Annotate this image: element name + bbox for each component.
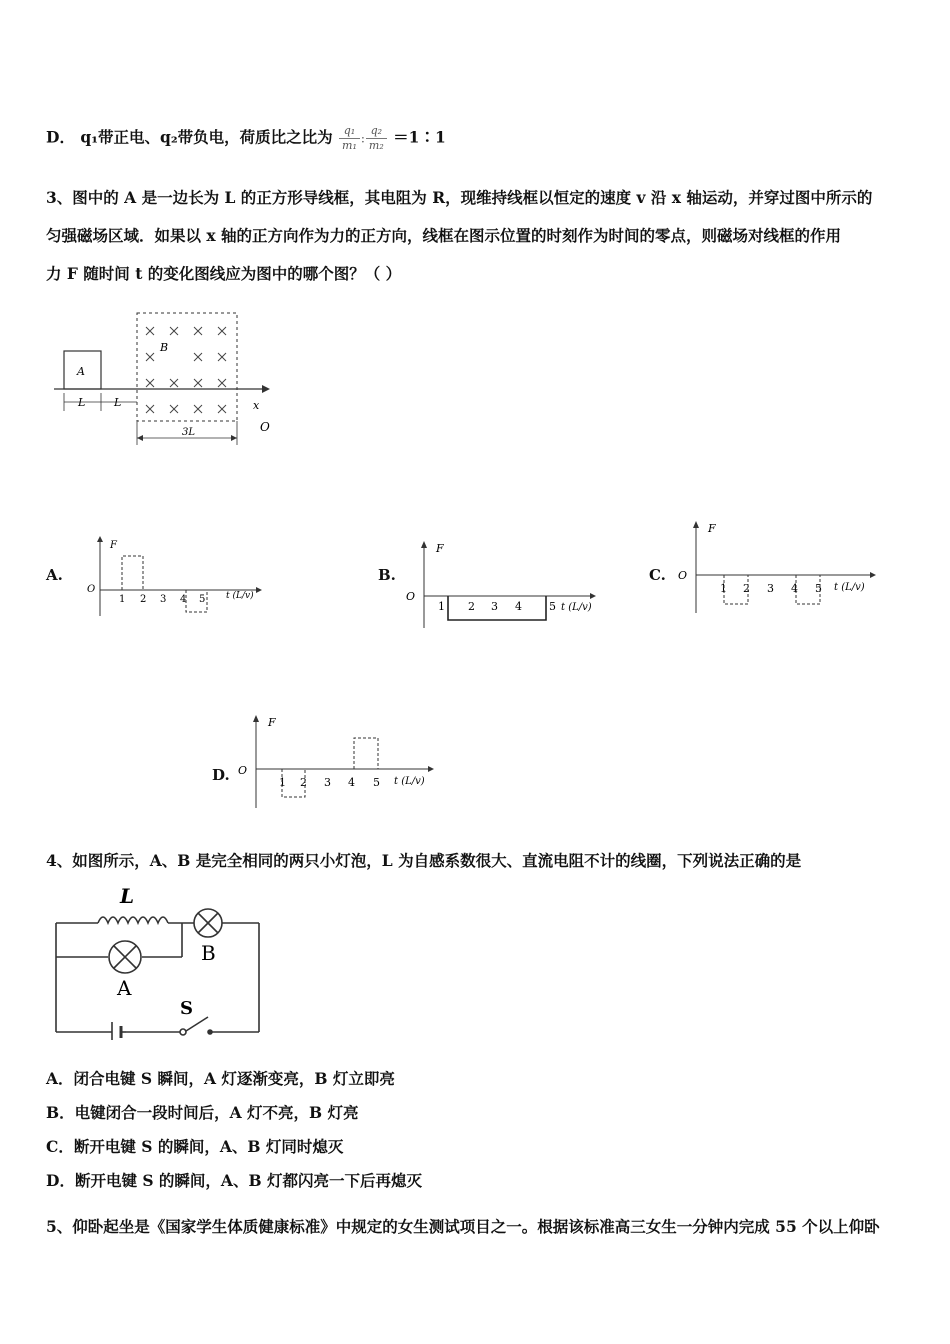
lamp-b-label: B xyxy=(201,941,216,965)
tick-labels xyxy=(279,776,380,789)
t-axis-arrow xyxy=(256,587,262,593)
switch-pivot xyxy=(180,1029,186,1035)
f-axis-arrow xyxy=(253,715,259,722)
option-letter: D． xyxy=(46,127,75,147)
option-a-graph xyxy=(86,534,266,624)
q5-stem: 5、仰卧起坐是《国家学生体质健康标准》中规定的女生测试项目之一。根据该标准高三女生一分钟内完成 55 个以上仰卧 xyxy=(46,1217,880,1236)
tick-5: 5 xyxy=(549,600,556,613)
tick-2: 2 xyxy=(743,582,750,595)
f-label: F xyxy=(268,716,276,729)
tick-3: 3 xyxy=(491,600,498,613)
q4-option-c: C．断开电键 S 的瞬间，A、B 灯同时熄灭 xyxy=(46,1137,344,1156)
dim-arrow xyxy=(137,435,143,441)
option-c-label: C. xyxy=(649,566,666,584)
ratio-result: ＝1∶1 xyxy=(393,127,446,147)
f-label: F xyxy=(436,542,444,555)
option-b-graph xyxy=(404,538,614,633)
tick-2: 2 xyxy=(300,776,307,789)
t-axis-arrow xyxy=(428,766,434,772)
q3-stem-line2: 匀强磁场区域．如果以 x 轴的正方向作为力的正方向，线框在图示位置的时刻作为时间的零点，则磁场对线框的作用 xyxy=(46,226,842,245)
tick-4: 4 xyxy=(791,582,798,595)
field-cross-marks xyxy=(146,327,226,413)
tick-labels xyxy=(119,594,205,605)
q4-option-d: D．断开电键 S 的瞬间，A、B 灯都闪亮一下后再熄灭 xyxy=(46,1171,422,1190)
x-axis-label: x xyxy=(253,399,260,412)
fraction-numerator: q₁ xyxy=(339,124,360,139)
tick-2: 2 xyxy=(468,600,475,613)
q3-stem-line3: 力 F 随时间 t 的变化图线应为图中的哪个图？（ ） xyxy=(46,264,402,283)
option-b-label: B. xyxy=(378,566,396,584)
tick-labels xyxy=(720,582,822,595)
f-axis-arrow xyxy=(421,541,427,548)
x-axis-arrow xyxy=(262,385,270,393)
inductor-label: L xyxy=(120,885,135,908)
dim-label-l2: L xyxy=(114,396,122,409)
origin-label: O xyxy=(260,420,270,434)
frame-label: A xyxy=(77,365,85,378)
option-d-graph xyxy=(236,712,446,812)
f-axis-arrow xyxy=(693,521,699,528)
tick-1: 1 xyxy=(438,600,445,613)
q4-option-b: B．电键闭合一段时间后，A 灯不亮，B 灯亮 xyxy=(46,1103,359,1122)
dim-label-3l: 3L xyxy=(182,427,196,438)
force-pulse-positive xyxy=(122,556,143,590)
tick-5: 5 xyxy=(199,594,206,605)
origin-label: O xyxy=(678,569,688,582)
q2-option-d xyxy=(46,124,446,153)
switch-label: S xyxy=(180,998,193,1019)
origin-label: O xyxy=(406,590,416,603)
tick-3: 3 xyxy=(767,582,774,595)
t-axis-arrow xyxy=(590,593,596,599)
tick-1: 1 xyxy=(720,582,727,595)
tick-3: 3 xyxy=(324,776,331,789)
f-label: F xyxy=(110,540,117,551)
option-c-graph xyxy=(674,518,894,618)
tick-labels xyxy=(438,600,556,613)
tick-4: 4 xyxy=(180,594,187,605)
tick-5: 5 xyxy=(373,776,380,789)
tick-1: 1 xyxy=(119,594,126,605)
t-label: t (L/v) xyxy=(226,591,254,601)
lamp-a-label: A xyxy=(117,976,132,1000)
force-pulse-positive xyxy=(354,738,378,769)
tick-1: 1 xyxy=(279,776,286,789)
dim-arrow xyxy=(231,435,237,441)
ratio-colon: : xyxy=(360,131,365,146)
tick-2: 2 xyxy=(140,594,147,605)
switch-contact xyxy=(208,1030,212,1034)
q4-stem: 4、如图所示，A、B 是完全相同的两只小灯泡，L 为自感系数很大、直流电阻不计的线圈，下列说法正确的是 xyxy=(46,851,802,870)
tick-3: 3 xyxy=(160,594,167,605)
option-a-label: A. xyxy=(46,566,63,584)
option-text: q₁带正电、q₂带负电，荷质比之比为 xyxy=(80,127,333,147)
inductor-coil xyxy=(98,917,168,923)
f-axis-arrow xyxy=(97,536,103,542)
fraction-denominator: m₁ xyxy=(342,139,357,152)
t-label: t (L/v) xyxy=(394,776,425,787)
tick-4: 4 xyxy=(348,776,355,789)
f-label: F xyxy=(708,522,716,535)
q3-stem-line1: 3、图中的 A 是一边长为 L 的正方形导线框，其电阻为 R，现维持线框以恒定的速度 v 沿 x 轴运动，并穿过图中所示的 xyxy=(46,188,873,207)
t-label: t (L/v) xyxy=(834,582,865,593)
t-axis-arrow xyxy=(870,572,876,578)
origin-label: O xyxy=(87,584,96,595)
tick-4: 4 xyxy=(515,600,522,613)
fraction-q2-m2 xyxy=(366,124,387,153)
fraction-denominator: m₂ xyxy=(368,139,384,152)
q3-field-figure xyxy=(50,305,290,455)
origin-label: O xyxy=(238,764,248,777)
field-label: B xyxy=(160,341,169,354)
q4-option-a: A．闭合电键 S 瞬间，A 灯逐渐变亮，B 灯立即亮 xyxy=(46,1069,395,1088)
dim-label-l1: L xyxy=(78,396,86,409)
tick-5: 5 xyxy=(815,582,822,595)
q4-circuit xyxy=(50,885,275,1040)
option-d-label: D. xyxy=(212,766,230,784)
t-label: t (L/v) xyxy=(561,602,592,613)
switch-lever xyxy=(186,1017,208,1031)
fraction-q1-m1 xyxy=(339,124,360,153)
fraction-numerator: q₂ xyxy=(366,124,387,139)
